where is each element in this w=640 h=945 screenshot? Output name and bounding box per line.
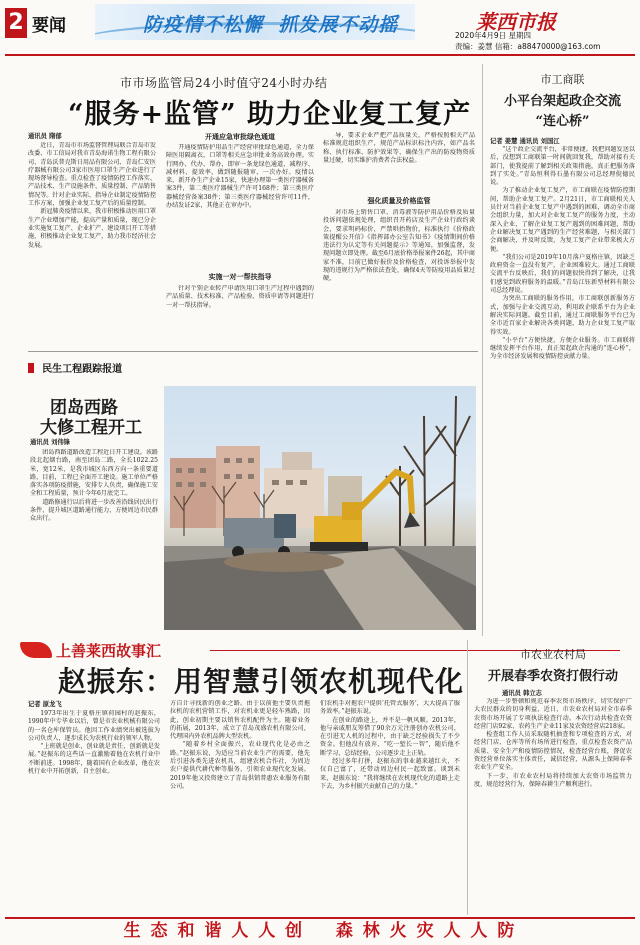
- article1-subhead-2: 实施一对一帮扶指导: [208, 273, 272, 281]
- sidebar2-body: [474, 698, 632, 903]
- paragraph: 1973年出生于夏格庄镇荷园村的赵振东，1990年中专毕业以后，曾是市农业机械有限公司的一名仓库保管员。他因工作业绩突出被选拔为公司负责人，逐步成长为农机行业的领军人物。: [28, 710, 160, 742]
- article1-byline: 通讯员 隋郁: [28, 133, 62, 140]
- article1-col1: [28, 142, 156, 327]
- article2-byline: 通讯员 刘伟锋: [30, 439, 70, 446]
- sidebar1-byline: 记者 姜慧 通讯员 刘国江: [490, 138, 560, 145]
- paragraph: 下一步，市农业农村局将持续加大农资市场监管力度，规范经营行为，保障春耕生产顺利进行。: [474, 772, 632, 788]
- article2-headline-1: 团岛西路: [50, 398, 118, 418]
- paragraph: 检查组工作人员采取随机抽查和专项检查的方式，对经营门店、仓库等所有场所进行检查，重点检查农资产品质量、安全生产和疫情防控情况，检查经营台账，督促农资经营单位落实主体责任，诚信经营，从源头上保障春季农业生产安全。: [474, 731, 632, 772]
- article2-headline-2: 大修工程开工: [40, 418, 142, 438]
- paragraph: “小平台”方便快捷，方便企业服务。市工商联将继续发挥平台作用，真正架起政企沟通的“连心桥”，为全市经济发展和疫情防控贡献力量。: [490, 336, 635, 361]
- header: [0, 0, 640, 58]
- paragraph: 为进一步整顿和规范春季农资市场秩序，切实保护广大农民群众的切身利益，近日，市农业农村局对全市春季农资市场开展了专项执法检查行动。本次行动共检查农资经营门店92家、农药生产企业11家及农资经营店218家。: [474, 698, 632, 730]
- series-banner-flourish: [20, 642, 52, 658]
- paragraph: 为突出工商联的服务作用，市工商联创新服务方式，加强与企业交流互动，利用政企联系平台为企业解决实际问题。截至目前，通过工商联服务平台已为全市近百家企业解决各类问题，助力企业复工复产取得实效。: [490, 295, 635, 336]
- article3-col1: [28, 710, 160, 910]
- section-title: 要闻: [32, 16, 66, 36]
- sidebar2-byline: 通讯员 韩立志: [502, 690, 542, 697]
- editor-line: 责编：姜慧 信箱：a88470000@163.com: [455, 42, 601, 51]
- section-banner: [95, 4, 415, 40]
- sidebar1-body: [490, 146, 635, 626]
- paragraph: 方自计寻找新的创业之路。由于以前他主要负责拖拉机的农机营销工作，对农机业更是轻车熟路，因此，创业初期主要以销售农机配件为主。随着业务的拓展，2013年，成立了青岛茂盛农机有限公司，代理国内外农机品牌大型农机。: [170, 700, 310, 741]
- sidebar1: [490, 64, 635, 636]
- construction-photo: [164, 386, 476, 630]
- paragraph: “我们公司是2019年10月落户夏格庄镇，因缺乏政府资金一直没有复产，企业困难较大。通过工商联交流平台反映后，我们的问题很快得到了解决，让我们感觉到政府服务的温暖。”青岛江钰新型材料有限公司总经理说。: [490, 253, 635, 295]
- paragraph: 近日，青岛市市场监督管理局联合青岛市发改委、市工信局对我市青岛海诺生物工程有限公司、青岛沃普克斯日用品有限公司、青岛仁安医疗器械有限公司3家市医用口罩生产企业进行了现场督导检查。重点检查了疫情防控工作落实、产品技术、生产设施条件、质量控制、产品销售情况等。针对企业实际，指导企业制定疫情防控工作方案，加强企业复工复产后的质量控制。: [28, 142, 156, 208]
- paragraph: “随着乡村全面振兴，农业现代化是必由之路。”赵振东说，为适应当前农业生产的需要，他先后引进各类先进农机具，组建农机合作社，为周边农户提供代耕代种等服务，引领农业现代化发展。2019年他又投资建立了青岛供销普惠农业服务有限公司。: [170, 741, 310, 790]
- article1-bottom-rule: [28, 351, 478, 352]
- paragraph: 为了推动企业复工复产，市工商联在疫情防控期间，帮助企业复工复产。2月21日，市工商联相关人员针对当前企业复工复产中遇到的困难，调动全市商会组织力量，加大对企业复工复产的服务力度，主动深入企业，了解企业复工复产遇到的困难问题，帮助企业解决复工复产遇到的生产经营难题，与相关部门会商解决，并及时反馈，为复工复产企业带来极大方便。: [490, 187, 635, 253]
- section-label: 民生工程跟踪报道: [42, 364, 123, 375]
- paragraph: 们农机手对拖农户提供‘托管式服务’，大大提高了服务效率。”赵振东说。: [320, 700, 460, 716]
- issue-date: 2020年4月9日 星期四: [455, 31, 532, 40]
- article1-headline: “服务+监管” 助力企业复工复产: [68, 99, 472, 130]
- article1-col2: [166, 132, 314, 327]
- paragraph: 在创业的路途上，并不是一帆风顺。2013年，他与亲戚朋友筹借了90余万元注册创办农机公司，在引进无人机的过程中，由于缺乏经验损失了不少资金。但他没有放弃，“吃一堑长一智”，随后他不断学习、总结经验，公司逐步走上正轨。: [320, 716, 460, 757]
- sidebar2-headline: 开展春季农资打假行动: [487, 669, 618, 684]
- column-divider: [467, 640, 468, 915]
- paragraph: 开通疫情防护用品生产经营审批绿色通道，全力保障医用隔离衣、口罩等相关应急审批业务高效办理。实行网办、代办、帮办，即审一条龙绿色通道，减程序、减材料、提效率，做到随报随审、一次办好。疫情以来，新开办生产企业15家，快速办理第一类医疗器械备案3件，第二类医疗器械生产许可168件；第三类医疗器械经营备案38件；第三类医疗器械经营许可11件，办结发证2家，其他正在审办中。: [166, 144, 314, 210]
- sidebar1-headline-1: 小平台架起政企交流: [503, 94, 621, 109]
- paragraph: “这个政企交流平台，非常便捷。我把问题发送以后，没想到工商联第一时间就回复我，帮助对接有关部门，使我提前了解到相关政策措施，真正把服务落到了实处。”青岛恒利得石墨有限公司总经理倪德民说。: [490, 146, 635, 187]
- paragraph: 道路修通行以后将进一步改善沿线居民出行条件，提升城区道路通行能力，方便周边市民群众出行。: [30, 498, 158, 523]
- paragraph: 经过多年打拼，赵振东的事业越来越红火，不仅自己富了，还带动周边村民一起致富。谈到未来，赵振东说：“我将继续在农机现代化的道路上走下去，为乡村振兴贡献自己的力量。”: [320, 758, 460, 790]
- article1-subhead-3: 强化质量及价格监管: [367, 197, 431, 205]
- article3-headline: 赵振东：用智慧引领农机现代化: [58, 665, 465, 698]
- banner-slogan: 防疫情不松懈 抓发展不动摇: [143, 14, 399, 36]
- article3-byline: 记者 原龙飞: [28, 701, 62, 708]
- paper-name-logo: 莱西市报: [476, 10, 556, 34]
- article3-col3: [320, 700, 460, 910]
- paragraph: 导，要求企业严把产品质量关，严格按照相关产品标准规范组织生产，规范产品标识标注内容，如产品名称、执行标准、防护效果等，确保生产出的防疫物资质量过硬，切实维护消费者合法权益。: [323, 132, 475, 164]
- article1-col3: [323, 132, 475, 327]
- paragraph: “上班就是创业，创业就是责任，创新就是发展。”赵振东的这些话一直激励着他在农机行业中不断前进。1998年，随着国有企业改革，他在农机行业中开拓创新，自主创业。: [28, 743, 160, 776]
- sidebar1-headline-2: “连心桥”: [535, 114, 590, 129]
- column-divider: [482, 64, 483, 636]
- article1-subhead-1: 开通应急审批绿色通道: [205, 133, 275, 141]
- paragraph: 团岛西路道路改造工程近日开工建设。该路段北起烟台路，南至团岛二路，全长1022.25米，宽12米，是我市城区东西方向一条重要道路，目前，工程已全面开工建设。施工单位严格落实各项防疫措施，安排专人负责，确保施工安全和工程质量，预计今年6月底完工。: [30, 449, 158, 498]
- sidebar2: [474, 646, 632, 914]
- footer-slogan: 生 态 和 谐 人 人 创 森 林 火 灾 人 人 防: [123, 921, 517, 941]
- paragraph: 新冠肺炎疫情以来，我市积极推动医用口罩生产企业增加产能，提高产量和质量，现已分企业实施复工复产、企业扩产、建设项目开工等措施，积极推动企业复工复产，助力我市经济社会发展。: [28, 208, 156, 249]
- sidebar1-kicker: 市工商联: [540, 73, 585, 86]
- section-label-marker: [28, 363, 34, 373]
- footer-slogan-bar: [5, 917, 635, 941]
- page-number: 2: [8, 10, 24, 35]
- paragraph: 对市场上销售口罩、消毒液等防护用品价格及质量投诉问题依规处理，组织召开药店及生产企业行政约谈会，要求明码标价，严禁哄抬物价，标准执行《价格政策提醒公开信》《指挥部办公室告知书》《疫情期间价格违法行为认定等有关问题提示》等通知，加强监督，发现问题立即处理。截至6月底价格举报案件26起，其中商家不准，目前已做好报价及价格检查，对投诉举报中发现的违规行为严格依法查处，确保4天等防疫用品质量过硬，: [323, 209, 475, 283]
- article3-col2: [170, 700, 310, 910]
- sidebar2-kicker: 市农业农村局: [520, 648, 586, 661]
- page-number-box: [5, 8, 27, 38]
- section-label-box: [28, 357, 148, 375]
- paragraph: 针对个别企业转产申请医用口罩生产过程中遇到的产品质量、技术标准、产品检验、资质申请等问题进行一对一帮扶指导。: [166, 285, 314, 309]
- header-rule: [5, 54, 635, 56]
- article1-kicker: 市市场监管局24小时值守24小时办结: [120, 76, 328, 90]
- series-label: 上善莱西故事汇: [56, 642, 162, 660]
- article2-body: [30, 449, 158, 621]
- construction-photo-scene: [164, 386, 476, 630]
